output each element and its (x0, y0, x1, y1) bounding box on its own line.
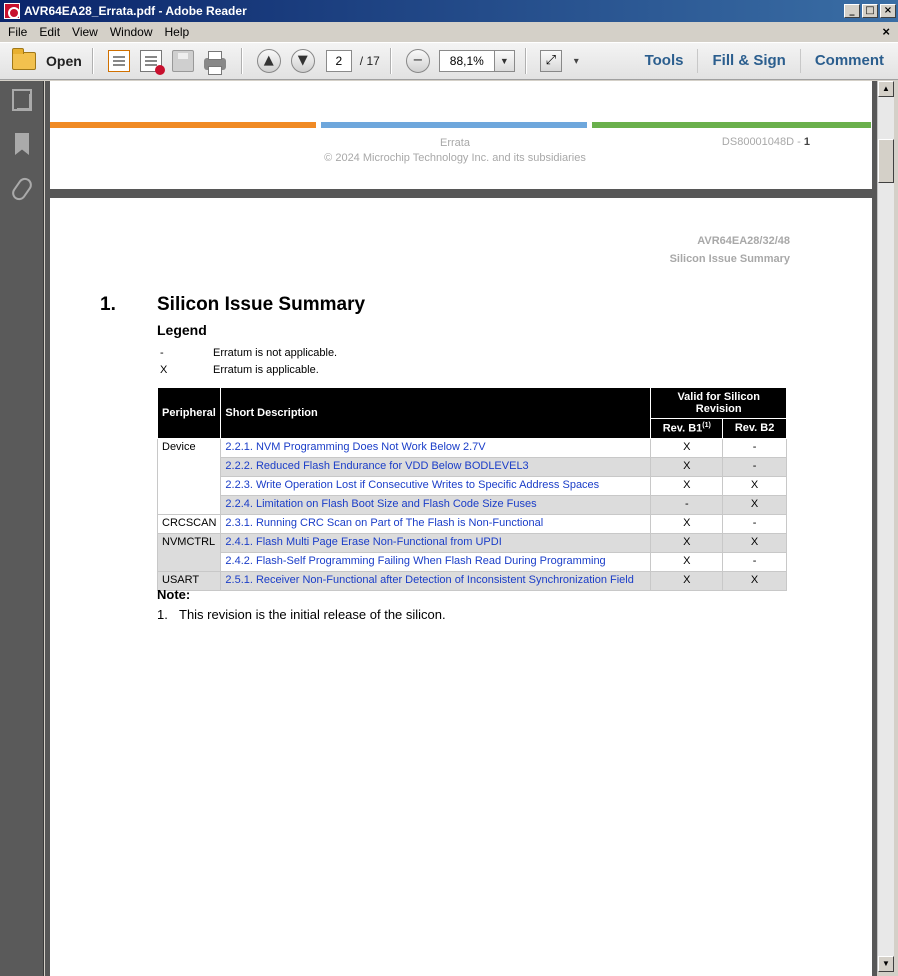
table-row (158, 514, 787, 533)
issue-link[interactable]: 2.3.1. Running CRC Scan on Part of The Flash is Non-Functional (221, 514, 651, 533)
toolbar-separator (241, 48, 242, 74)
minimize-button[interactable]: _ (844, 4, 860, 18)
toolbar-separator (390, 48, 391, 74)
print-icon[interactable] (204, 58, 226, 70)
rev-b2-cell: X (723, 533, 787, 552)
footer-color-bars (50, 122, 872, 128)
page-thumbnails-icon[interactable] (12, 89, 32, 111)
table-row (158, 457, 787, 476)
menu-edit[interactable]: Edit (39, 25, 61, 39)
document-close-button[interactable]: × (882, 24, 890, 39)
issue-link[interactable]: 2.5.1. Receiver Non-Functional after Detection of Inconsistent Synchronization Field (221, 571, 651, 590)
title-bar (0, 0, 898, 22)
footer-center (290, 136, 620, 166)
current-page (50, 198, 872, 976)
fill-sign-button[interactable]: Fill & Sign (697, 49, 799, 73)
chevron-down-icon[interactable]: ▾ (573, 55, 579, 67)
table-row (158, 495, 787, 514)
footer-bar-green (592, 122, 871, 128)
menu-bar (0, 22, 898, 42)
tools-button[interactable]: Tools (644, 52, 684, 69)
window-title: AVR64EA28_Errata.pdf - Adobe Reader (24, 4, 247, 18)
toolbar (0, 42, 898, 80)
peripheral-cell: USART (158, 571, 221, 590)
header-rev-b1 (651, 419, 723, 439)
menu-window[interactable]: Window (109, 25, 153, 39)
rev-b2-cell: - (723, 438, 787, 457)
window-controls (842, 4, 896, 18)
footer-right (722, 136, 810, 148)
rev-b2-cell: X (723, 571, 787, 590)
peripheral-cell: CRCSCAN (158, 514, 221, 533)
open-label: Open (46, 53, 82, 69)
footer-ds-number: DS80001048D - (721, 136, 804, 148)
note-number: 1. (157, 607, 168, 622)
previous-page-button[interactable]: ▲ (257, 49, 281, 73)
navigation-pane (0, 81, 44, 976)
footer-page-number: 1 (803, 136, 810, 148)
header-valid-revision: Valid for Silicon Revision (651, 388, 787, 419)
note-title: Note: (157, 587, 191, 602)
section-title: Silicon Issue Summary (157, 294, 366, 315)
header-rev-b1-footnote: (1) (702, 422, 711, 429)
rev-b1-cell: X (651, 552, 723, 571)
table-row (158, 476, 787, 495)
scroll-up-icon[interactable]: ▲ (878, 81, 894, 97)
rev-b2-cell: - (723, 457, 787, 476)
section-number: 1. (100, 294, 116, 315)
issue-link[interactable]: 2.2.3. Write Operation Lost if Consecutive Writes to Specific Address Spaces (221, 476, 651, 495)
document-viewport[interactable] (45, 81, 877, 976)
page-number-input[interactable]: 2 (326, 50, 352, 72)
issue-link[interactable]: 2.2.4. Limitation on Flash Boot Size and Flash Code Size Fuses (221, 495, 651, 514)
toolbar-separator (525, 48, 526, 74)
scroll-down-icon[interactable]: ▼ (878, 956, 894, 972)
note-item (157, 607, 446, 622)
paperclip-icon[interactable] (9, 175, 34, 203)
footer-copyright: © 2024 Microchip Technology Inc. and its subsidiaries (324, 152, 586, 164)
bookmark-icon[interactable] (15, 133, 29, 155)
menu-file[interactable]: File (8, 25, 28, 39)
close-button[interactable]: × (880, 4, 896, 18)
legend-text: Erratum is not applicable. (213, 347, 338, 359)
rev-b1-cell: X (651, 438, 723, 457)
adobe-reader-icon (4, 3, 20, 19)
window-frame-edge (894, 81, 898, 976)
note-text: This revision is the initial release of the silicon. (179, 607, 446, 622)
issue-link[interactable]: 2.4.2. Flash-Self Programming Failing When Flash Read During Programming (221, 552, 651, 571)
fit-page-icon[interactable]: ⤢ (540, 50, 562, 72)
rev-b1-cell: - (651, 495, 723, 514)
legend-row (160, 347, 337, 359)
toolbar-right (631, 43, 898, 79)
table-header-row (158, 388, 787, 419)
menu-view[interactable]: View (72, 25, 98, 39)
rev-b2-cell: - (723, 552, 787, 571)
footer-doc-type: Errata (440, 137, 470, 149)
peripheral-cell: Device (158, 438, 221, 514)
rev-b1-cell: X (651, 533, 723, 552)
legend-symbol: - (160, 347, 164, 359)
header-rev-b2: Rev. B2 (723, 419, 787, 439)
edit-pdf-icon[interactable] (140, 50, 162, 72)
legend-row (160, 364, 319, 376)
rev-b1-cell: X (651, 571, 723, 590)
zoom-dropdown-icon[interactable]: ▼ (495, 50, 515, 72)
menu-help[interactable]: Help (164, 25, 190, 39)
header-description: Short Description (221, 388, 651, 439)
folder-icon (12, 52, 36, 70)
peripheral-cell: NVMCTRL (158, 533, 221, 571)
maximize-button[interactable]: □ (862, 4, 878, 18)
zoom-out-button[interactable]: − (406, 49, 430, 73)
rev-b2-cell: X (723, 495, 787, 514)
rev-b1-cell: X (651, 514, 723, 533)
legend-symbol: X (160, 364, 168, 376)
header-section: Silicon Issue Summary (669, 253, 790, 265)
zoom-input[interactable]: 88,1% (439, 50, 495, 72)
scroll-thumb[interactable] (878, 139, 894, 183)
vertical-scrollbar[interactable] (877, 81, 894, 972)
header-part-number: AVR64EA28/32/48 (697, 235, 790, 247)
rev-b2-cell: X (723, 476, 787, 495)
rev-b1-cell: X (651, 457, 723, 476)
table-row (158, 552, 787, 571)
table-row (158, 438, 787, 457)
table-row (158, 571, 787, 590)
page-header (670, 232, 790, 268)
legend-title: Legend (157, 322, 207, 338)
create-pdf-icon[interactable] (108, 50, 130, 72)
legend-text: Erratum is applicable. (213, 364, 319, 376)
page-total: / 17 (359, 54, 380, 68)
header-peripheral: Peripheral (158, 388, 221, 439)
previous-page (50, 81, 872, 189)
toolbar-separator (92, 48, 93, 74)
next-page-button[interactable]: ▼ (291, 49, 315, 73)
issue-link[interactable]: 2.2.2. Reduced Flash Endurance for VDD Below BODLEVEL3 (221, 457, 651, 476)
save-icon[interactable] (172, 50, 194, 72)
rev-b1-cell: X (651, 476, 723, 495)
silicon-issue-table (157, 387, 787, 591)
footer-bar-orange (50, 122, 316, 128)
zoom-control (439, 50, 515, 72)
issue-link[interactable]: 2.4.1. Flash Multi Page Erase Non-Functional from UPDI (221, 533, 651, 552)
issue-link[interactable]: 2.2.1. NVM Programming Does Not Work Below 2.7V (221, 438, 651, 457)
comment-button[interactable]: Comment (800, 49, 898, 73)
open-button[interactable] (12, 52, 82, 70)
footer-bar-blue (321, 122, 587, 128)
rev-b2-cell: - (723, 514, 787, 533)
table-row (158, 533, 787, 552)
header-rev-b1-label: Rev. B1 (662, 422, 703, 435)
